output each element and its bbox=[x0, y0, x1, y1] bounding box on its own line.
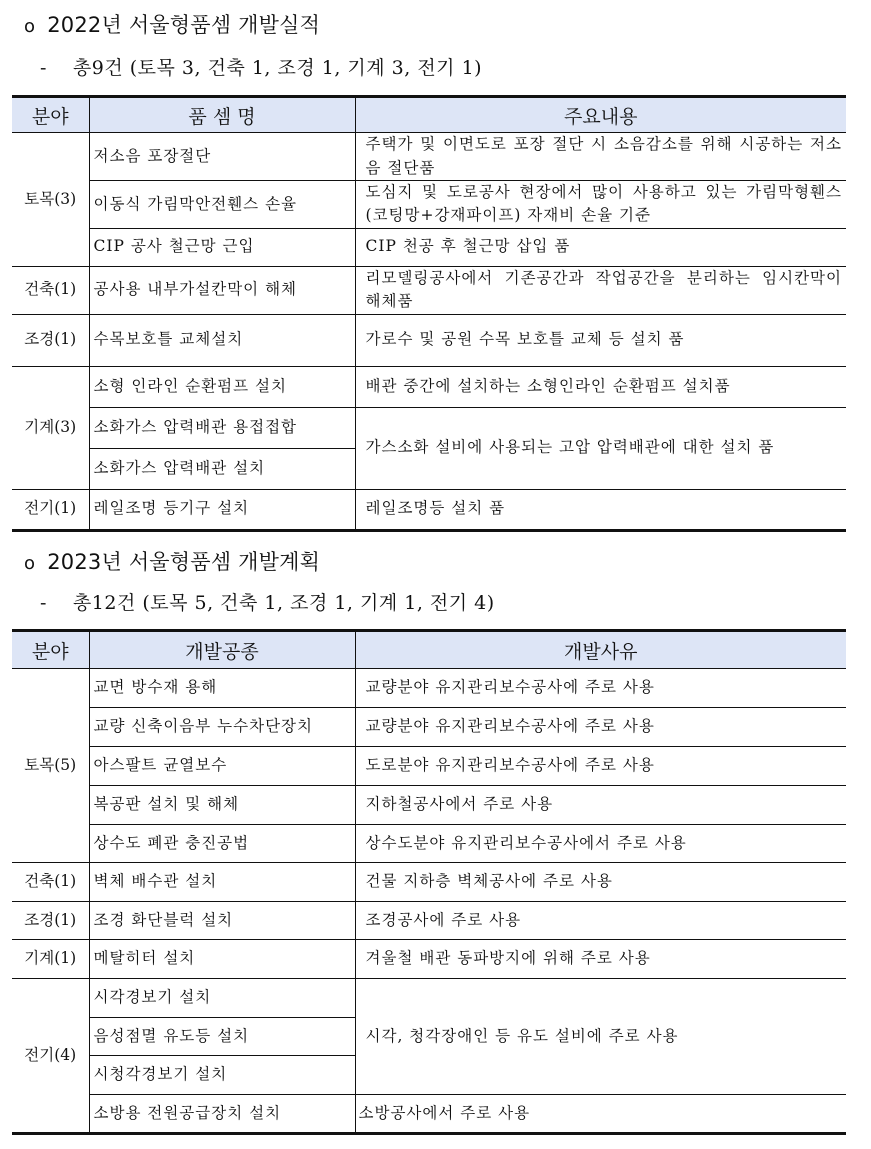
dash-icon: - bbox=[40, 592, 47, 614]
name-cell: 벽체 배수관 설치 bbox=[89, 863, 355, 902]
name-cell: 조경 화단블럭 설치 bbox=[89, 902, 355, 940]
name-cell: CIP 공사 철근망 근입 bbox=[89, 228, 355, 266]
table-row bbox=[12, 133, 846, 181]
header-field: 분야 bbox=[12, 97, 89, 133]
name-cell: 레일조명 등기구 설치 bbox=[89, 489, 355, 530]
desc-cell-merged: 시각, 청각장애인 등 유도 설비에 주로 사용 bbox=[355, 979, 846, 1095]
header-desc: 주요내용 bbox=[355, 97, 846, 133]
desc-cell: 지하철공사에서 주로 사용 bbox=[355, 786, 846, 825]
category-cell: 토목(5) bbox=[12, 669, 89, 863]
desc-cell: 리모델링공사에서 기존공간과 작업공간을 분리하는 임시칸막이 해체품 bbox=[355, 266, 846, 314]
table-2023-plan bbox=[12, 629, 846, 1135]
desc-cell: 건물 지하층 벽체공사에 주로 사용 bbox=[355, 863, 846, 902]
dash-icon: - bbox=[40, 57, 47, 79]
name-cell: 아스팔트 균열보수 bbox=[89, 747, 355, 786]
bullet-icon: o bbox=[24, 16, 36, 37]
name-cell: 소형 인라인 순환펌프 설치 bbox=[89, 366, 355, 407]
desc-cell: 도로분야 유지관리보수공사에 주로 사용 bbox=[355, 747, 846, 786]
section1-title: 2022년 서울형품셈 개발실적 bbox=[47, 13, 321, 37]
table-row bbox=[12, 708, 846, 747]
table-row bbox=[12, 786, 846, 825]
bullet-icon: o bbox=[24, 553, 36, 574]
desc-cell-merged: 가스소화 설비에 사용되는 고압 압력배관에 대한 설치 품 bbox=[355, 407, 846, 489]
category-cell: 기계(3) bbox=[12, 366, 89, 489]
table-row bbox=[12, 747, 846, 786]
table-row bbox=[12, 407, 846, 448]
name-cell: 수목보호틀 교체설치 bbox=[89, 314, 355, 366]
header-name: 개발공종 bbox=[89, 631, 355, 669]
table-row bbox=[12, 979, 846, 1018]
desc-cell: 상수도분야 유지관리보수공사에서 주로 사용 bbox=[355, 825, 846, 863]
table-row bbox=[12, 266, 846, 314]
name-cell: 음성점멸 유도등 설치 bbox=[89, 1018, 355, 1056]
name-cell: 소화가스 압력배관 용접접합 bbox=[89, 407, 355, 448]
category-cell: 전기(4) bbox=[12, 979, 89, 1134]
header-desc: 개발사유 bbox=[355, 631, 846, 669]
name-cell: 저소음 포장절단 bbox=[89, 133, 355, 181]
table-row bbox=[12, 181, 846, 229]
table-header-row bbox=[12, 631, 846, 669]
category-cell: 조경(1) bbox=[12, 902, 89, 940]
desc-cell: 교량분야 유지관리보수공사에 주로 사용 bbox=[355, 708, 846, 747]
name-cell: 교량 신축이음부 누수차단장치 bbox=[89, 708, 355, 747]
category-cell: 건축(1) bbox=[12, 266, 89, 314]
table-row bbox=[12, 1095, 846, 1134]
name-cell: 시각경보기 설치 bbox=[89, 979, 355, 1018]
section2-summary-text: 총12건 (토목 5, 건축 1, 조경 1, 기계 1, 전기 4) bbox=[72, 592, 495, 614]
category-cell: 전기(1) bbox=[12, 489, 89, 530]
table-row bbox=[12, 902, 846, 940]
section1-heading bbox=[24, 9, 320, 39]
name-cell: 교면 방수재 용해 bbox=[89, 669, 355, 708]
table-row bbox=[12, 228, 846, 266]
section2-summary bbox=[40, 588, 495, 615]
table-row bbox=[12, 825, 846, 863]
table-row bbox=[12, 366, 846, 407]
name-cell: 복공판 설치 및 해체 bbox=[89, 786, 355, 825]
table-row bbox=[12, 314, 846, 366]
name-cell: 메탈히터 설치 bbox=[89, 940, 355, 979]
section2-title: 2023년 서울형품셈 개발계획 bbox=[47, 550, 321, 574]
category-cell: 조경(1) bbox=[12, 314, 89, 366]
name-cell: 공사용 내부가설칸막이 해체 bbox=[89, 266, 355, 314]
name-cell: 상수도 폐관 충진공법 bbox=[89, 825, 355, 863]
name-cell: 시청각경보기 설치 bbox=[89, 1056, 355, 1095]
table-row bbox=[12, 669, 846, 708]
name-cell: 소화가스 압력배관 설치 bbox=[89, 448, 355, 489]
desc-cell: 소방공사에서 주로 사용 bbox=[355, 1095, 846, 1134]
table-row bbox=[12, 863, 846, 902]
desc-cell: 도심지 및 도로공사 현장에서 많이 사용하고 있는 가림막형휀스(코팅망+강재파이프) 자재비 손율 기준 bbox=[355, 181, 846, 229]
name-cell: 이동식 가림막안전휀스 손율 bbox=[89, 181, 355, 229]
category-cell: 토목(3) bbox=[12, 133, 89, 267]
desc-cell: CIP 천공 후 철근망 삽입 품 bbox=[355, 228, 846, 266]
header-name: 품 셈 명 bbox=[89, 97, 355, 133]
section1-summary bbox=[40, 53, 482, 80]
desc-cell: 교량분야 유지관리보수공사에 주로 사용 bbox=[355, 669, 846, 708]
section1-summary-text: 총9건 (토목 3, 건축 1, 조경 1, 기계 3, 전기 1) bbox=[72, 57, 483, 79]
section2-heading bbox=[24, 546, 320, 576]
table-row bbox=[12, 940, 846, 979]
table-2022-results bbox=[12, 95, 846, 532]
header-field: 분야 bbox=[12, 631, 89, 669]
desc-cell: 배관 중간에 설치하는 소형인라인 순환펌프 설치품 bbox=[355, 366, 846, 407]
desc-cell: 겨울철 배관 동파방지에 위해 주로 사용 bbox=[355, 940, 846, 979]
table-row bbox=[12, 489, 846, 530]
table-header-row bbox=[12, 97, 846, 133]
category-cell: 건축(1) bbox=[12, 863, 89, 902]
desc-cell: 조경공사에 주로 사용 bbox=[355, 902, 846, 940]
desc-cell: 가로수 및 공원 수목 보호틀 교체 등 설치 품 bbox=[355, 314, 846, 366]
category-cell: 기계(1) bbox=[12, 940, 89, 979]
desc-cell: 레일조명등 설치 품 bbox=[355, 489, 846, 530]
desc-cell: 주택가 및 이면도로 포장 절단 시 소음감소를 위해 시공하는 저소음 절단품 bbox=[355, 133, 846, 181]
name-cell: 소방용 전원공급장치 설치 bbox=[89, 1095, 355, 1134]
